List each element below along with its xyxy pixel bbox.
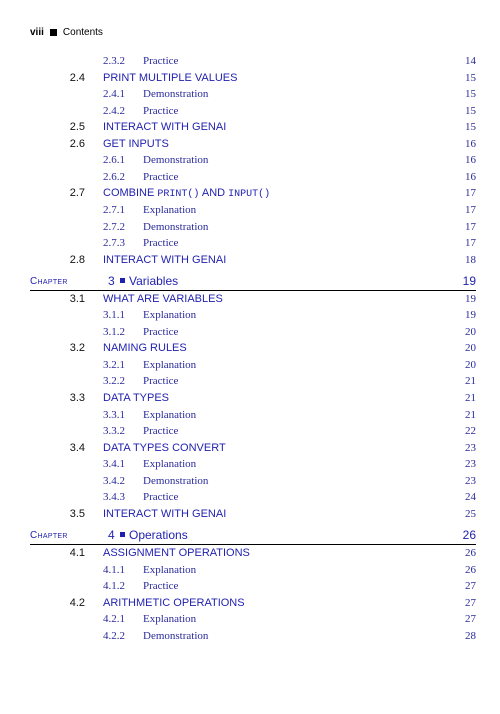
subsection-number: 2.3.2 bbox=[103, 55, 125, 67]
subsection-title: Explanation bbox=[143, 563, 197, 576]
subsection-title: Practice bbox=[143, 104, 179, 117]
section-number: 2.7 bbox=[69, 187, 85, 200]
subsection-number: 3.4.3 bbox=[103, 491, 125, 504]
subsection-title: Demonstration bbox=[143, 629, 209, 642]
toc-section-row[interactable] bbox=[0, 121, 500, 137]
chapter-rule bbox=[30, 544, 476, 545]
page-number: 17 bbox=[465, 187, 476, 200]
chapter-title: Variables bbox=[129, 274, 179, 289]
page-number: 27 bbox=[465, 613, 476, 626]
toc-subsection-row[interactable] bbox=[0, 409, 500, 425]
toc-section-row[interactable] bbox=[0, 254, 500, 270]
page-number: 16 bbox=[465, 170, 476, 183]
section-title bbox=[103, 187, 270, 200]
subsection-title: Practice bbox=[143, 425, 179, 438]
chapter-title: Operations bbox=[129, 528, 188, 543]
section-number: 2.6 bbox=[69, 137, 85, 150]
subsection-title: Practice bbox=[143, 170, 179, 183]
subsection-number: 3.3.2 bbox=[103, 425, 125, 438]
section-title: INTERACT WITH GENAI bbox=[103, 507, 227, 520]
section-title: ARITHMETIC OPERATIONS bbox=[103, 596, 245, 609]
toc-subsection-row[interactable] bbox=[0, 375, 500, 391]
subsection-number: 3.2.1 bbox=[103, 358, 125, 371]
toc-section-row[interactable] bbox=[0, 597, 500, 613]
subsection-title: Practice bbox=[143, 375, 179, 388]
page-number: 28 bbox=[465, 629, 476, 642]
section-number: 2.4 bbox=[69, 71, 85, 84]
toc-subsection-row[interactable] bbox=[0, 171, 500, 187]
subsection-title: Explanation bbox=[143, 203, 197, 216]
page-number: 19 bbox=[465, 292, 476, 305]
subsection-number: 2.7.1 bbox=[103, 203, 125, 216]
toc-section-row[interactable] bbox=[0, 72, 500, 88]
toc-subsection-row[interactable] bbox=[0, 613, 500, 629]
header-label: Contents bbox=[62, 27, 103, 38]
section-number: 3.5 bbox=[69, 507, 85, 520]
chapter-page-number: 19 bbox=[462, 274, 476, 289]
page-number: 22 bbox=[465, 425, 476, 438]
page-number: 27 bbox=[465, 580, 476, 593]
chapter-number: 4 bbox=[108, 528, 115, 543]
subsection-title: Demonstration bbox=[143, 88, 209, 101]
page-number: 24 bbox=[465, 491, 476, 504]
page-number: 20 bbox=[465, 325, 476, 338]
section-number: 3.3 bbox=[69, 392, 85, 404]
section-number: 3.4 bbox=[69, 441, 85, 454]
page-number: 21 bbox=[465, 408, 476, 421]
toc-subsection-row[interactable] bbox=[0, 326, 500, 342]
toc-section-row[interactable] bbox=[0, 187, 500, 203]
subsection-title: Practice bbox=[143, 325, 179, 338]
toc-subsection-row[interactable] bbox=[0, 237, 500, 253]
toc-subsection-row[interactable] bbox=[0, 221, 500, 237]
subsection-number: 3.1.2 bbox=[103, 325, 125, 338]
section-title: ASSIGNMENT OPERATIONS bbox=[103, 546, 250, 559]
toc-subsection-row[interactable] bbox=[0, 105, 500, 121]
page-number: 14 bbox=[465, 55, 476, 67]
chapter-rule bbox=[30, 290, 476, 291]
page-number: 20 bbox=[465, 342, 476, 355]
subsection-title: Explanation bbox=[143, 309, 197, 322]
toc-subsection-row[interactable] bbox=[0, 204, 500, 220]
toc-subsection-row[interactable] bbox=[0, 491, 500, 507]
toc-subsection-row[interactable] bbox=[0, 630, 500, 646]
toc-section-row[interactable] bbox=[0, 392, 500, 408]
chapter-label: Chapter bbox=[30, 530, 68, 542]
subsection-title: Demonstration bbox=[143, 154, 209, 167]
subsection-title: Explanation bbox=[143, 408, 197, 421]
chapter-bullet-icon bbox=[120, 278, 125, 283]
subsection-number: 2.6.2 bbox=[103, 170, 125, 183]
page-number: 16 bbox=[465, 154, 476, 167]
section-title: INTERACT WITH GENAI bbox=[103, 121, 227, 134]
chapter-bullet-icon bbox=[120, 532, 125, 537]
subsection-number: 4.1.2 bbox=[103, 580, 125, 593]
toc-section-row[interactable] bbox=[0, 547, 500, 563]
toc-subsection-row[interactable] bbox=[0, 309, 500, 325]
subsection-title: Practice bbox=[143, 55, 179, 67]
toc-subsection-row[interactable] bbox=[0, 88, 500, 104]
subsection-title: Practice bbox=[143, 491, 179, 504]
page-number: 26 bbox=[465, 563, 476, 576]
page-number: 15 bbox=[465, 104, 476, 117]
chapter-label: Chapter bbox=[30, 276, 68, 288]
section-number: 3.2 bbox=[69, 342, 85, 355]
section-title: DATA TYPES CONVERT bbox=[103, 441, 226, 454]
section-number: 4.2 bbox=[69, 596, 85, 609]
subsection-number: 3.3.1 bbox=[103, 408, 125, 421]
section-number: 3.1 bbox=[69, 292, 85, 305]
section-title-part: COMBINE bbox=[103, 187, 158, 200]
subsection-number: 2.6.1 bbox=[103, 154, 125, 167]
subsection-title: Explanation bbox=[143, 358, 197, 371]
section-title-part: AND bbox=[199, 187, 229, 200]
subsection-title: Practice bbox=[143, 237, 179, 250]
subsection-number: 4.2.1 bbox=[103, 613, 125, 626]
toc-subsection-row[interactable] bbox=[0, 564, 500, 580]
toc-subsection-row[interactable] bbox=[0, 359, 500, 375]
page-number: 17 bbox=[465, 237, 476, 250]
toc-subsection-row[interactable] bbox=[0, 475, 500, 491]
toc-subsection-row[interactable] bbox=[0, 55, 500, 71]
subsection-number: 3.2.2 bbox=[103, 375, 125, 388]
page-number: 27 bbox=[465, 596, 476, 609]
section-number: 2.5 bbox=[69, 121, 85, 134]
page-number: 15 bbox=[465, 88, 476, 101]
page-number: 15 bbox=[465, 71, 476, 84]
toc-section-row[interactable] bbox=[0, 442, 500, 458]
section-number: 2.8 bbox=[69, 253, 85, 266]
toc-subsection-row[interactable] bbox=[0, 458, 500, 474]
subsection-number: 3.4.2 bbox=[103, 474, 125, 487]
subsection-number: 3.4.1 bbox=[103, 458, 125, 471]
page-number: 21 bbox=[465, 392, 476, 404]
subsection-number: 2.7.2 bbox=[103, 220, 125, 233]
toc-subsection-row[interactable] bbox=[0, 580, 500, 596]
toc-section-row[interactable] bbox=[0, 138, 500, 154]
page-number: 17 bbox=[465, 220, 476, 233]
header-page-number: viii bbox=[30, 27, 44, 38]
page-number: 25 bbox=[465, 507, 476, 520]
section-title: PRINT MULTIPLE VALUES bbox=[103, 71, 238, 84]
subsection-number: 4.1.1 bbox=[103, 563, 125, 576]
page-number: 19 bbox=[465, 309, 476, 322]
chapter-page-number: 26 bbox=[462, 528, 476, 543]
section-title: WHAT ARE VARIABLES bbox=[103, 292, 223, 305]
subsection-number: 2.4.1 bbox=[103, 88, 125, 101]
chapter-number: 3 bbox=[108, 274, 115, 289]
toc-section-row[interactable] bbox=[0, 342, 500, 358]
subsection-title: Explanation bbox=[143, 458, 197, 471]
section-number: 4.1 bbox=[69, 546, 85, 559]
page-number: 16 bbox=[465, 137, 476, 150]
subsection-number: 4.2.2 bbox=[103, 629, 125, 642]
section-title: INTERACT WITH GENAI bbox=[103, 253, 227, 266]
page-number: 26 bbox=[465, 546, 476, 559]
page-number: 17 bbox=[465, 203, 476, 216]
page-number: 23 bbox=[465, 474, 476, 487]
toc-section-row[interactable] bbox=[0, 293, 500, 309]
subsection-number: 2.7.3 bbox=[103, 237, 125, 250]
section-title: NAMING RULES bbox=[103, 342, 187, 355]
toc-subsection-row[interactable] bbox=[0, 425, 500, 441]
page-number: 20 bbox=[465, 358, 476, 371]
subsection-title: Practice bbox=[143, 580, 179, 593]
subsection-number: 3.1.1 bbox=[103, 309, 125, 322]
subsection-title: Demonstration bbox=[143, 220, 209, 233]
section-title-part: INPUT() bbox=[228, 189, 271, 201]
subsection-title: Explanation bbox=[143, 613, 197, 626]
subsection-number: 2.4.2 bbox=[103, 104, 125, 117]
page-number: 15 bbox=[465, 121, 476, 134]
page-number: 23 bbox=[465, 441, 476, 454]
page-number: 23 bbox=[465, 458, 476, 471]
section-title: GET INPUTS bbox=[103, 137, 169, 150]
toc-subsection-row[interactable] bbox=[0, 154, 500, 170]
subsection-title: Demonstration bbox=[143, 474, 209, 487]
toc-section-row[interactable] bbox=[0, 508, 500, 524]
section-title: DATA TYPES bbox=[103, 392, 170, 404]
page-number: 18 bbox=[465, 253, 476, 266]
page-number: 21 bbox=[465, 375, 476, 388]
section-title-part: PRINT() bbox=[157, 189, 200, 201]
